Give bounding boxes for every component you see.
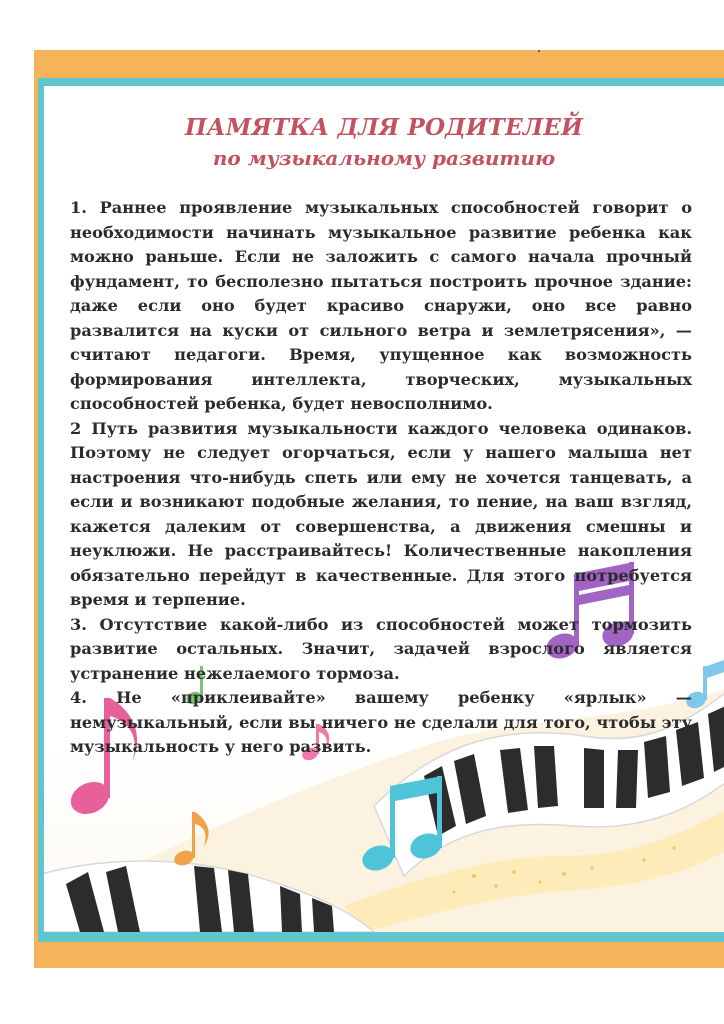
paragraph-1: 1. Раннее проявление музыкальных способностей говорит о необходимости начинать музыкальное развитие ребенка как можно раньше. Если не заложить с самого начала прочный фундамент, то бесполезно пытаться построить прочное здание: даже если оно будет красиво снаружи, оно все равно развалится на куски от сильного ветра и землетрясения», — считают педагоги. Время, упущенное как возможность формирования интеллекта, творческих, музыкальных способностей ребенка, будет невосполнимо. [70, 198, 692, 413]
page-title: ПАМЯТКА ДЛЯ РОДИТЕЛЕЙ [184, 114, 584, 141]
paragraph-3: 3. Отсутствие какой-либо из способностей может тормозить развитие остальных. Значит, задачей взрослого является устранение нежелаемого тормоза. [70, 614, 692, 683]
memo-sheet [44, 86, 724, 932]
page-subtitle: по музыкальному развитию [212, 146, 556, 170]
memo-body [70, 196, 692, 760]
paragraph-4: 4. Не «приклеивайте» вашему ребенку «ярлык» — немузыкальный, если вы ничего не сделали для того, чтобы эту музыкальность у него развить. [70, 688, 692, 756]
paragraph-2: 2 Путь развития музыкальности каждого человека одинаков. Поэтому не следует огорчаться, если у нашего малыша нет настроения что-нибудь спеть или ему не хочется танцевать, а если и возникают подобные желания, то пение, на ваш взгляд, кажется далеким от совершенства, а движения смешны и неуклюжи. Не расстраивайтесь! Количественные накопления обязательно перейдут в качественные. Для этого потребуется время и терпение. [70, 418, 692, 609]
scan-speck [538, 50, 540, 52]
